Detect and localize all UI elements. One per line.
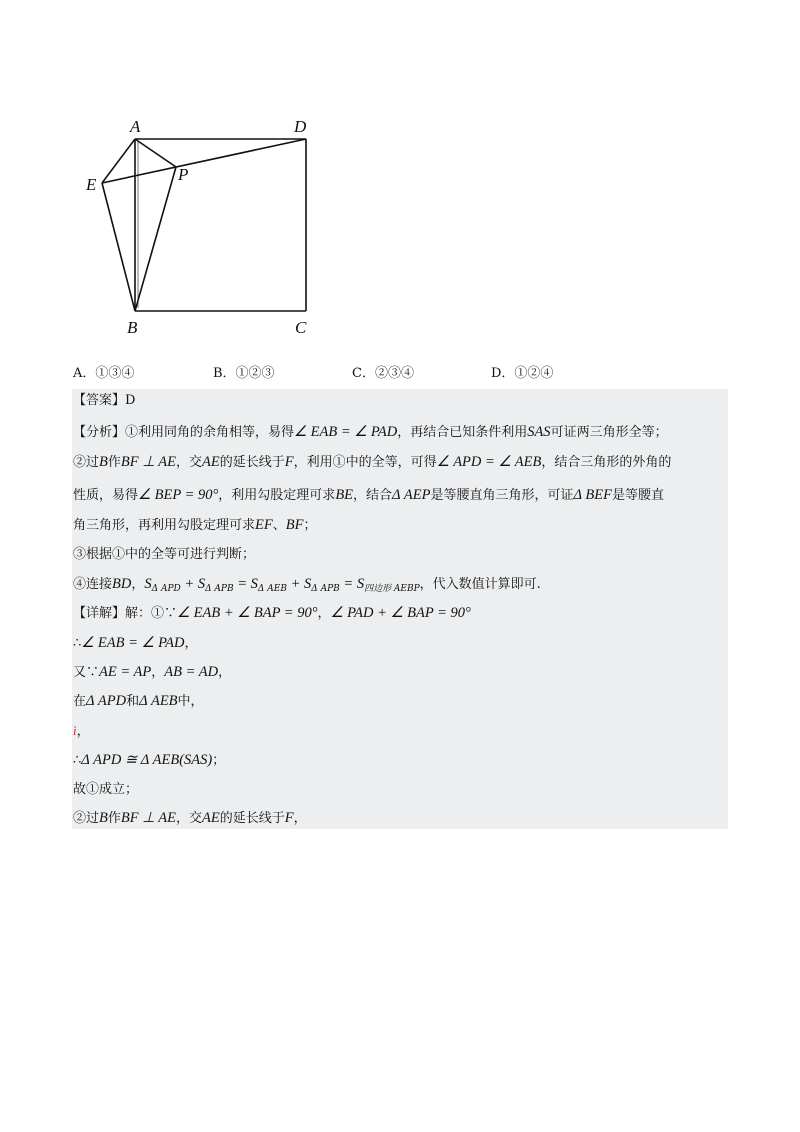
option-a[interactable]: A．①③④: [73, 366, 135, 381]
math: S: [144, 576, 152, 592]
detail-line-3: [73, 663, 231, 682]
text: 和: [126, 694, 140, 709]
detail-line-5: [73, 722, 90, 741]
text: 是等腰直角三角形，可证: [430, 488, 574, 503]
text: 中，: [177, 694, 204, 709]
analysis-line-4: [73, 516, 316, 535]
text: 作: [107, 455, 121, 470]
segment-PB: [135, 167, 176, 311]
math: Δ AEP: [392, 487, 431, 503]
math: BE: [335, 487, 354, 503]
math: F: [284, 454, 294, 470]
text: 的延长线于: [219, 811, 285, 826]
math: S: [356, 576, 365, 592]
text: 【分析】①利用同角的余角相等，易得: [73, 425, 295, 440]
text: ，: [151, 665, 165, 680]
math: AB = AD: [164, 664, 219, 680]
math: ∠ EAB = ∠ PAD: [81, 635, 185, 651]
text: ，利用勾股定理可求: [218, 488, 336, 503]
detail-line-6: [73, 751, 225, 770]
text: ，交: [175, 811, 202, 826]
label-E: E: [86, 175, 97, 194]
text: ，: [184, 636, 198, 651]
text: ；: [303, 518, 317, 533]
brace-glyph: ì: [73, 723, 77, 738]
text: 是等腰直: [611, 488, 664, 503]
option-b[interactable]: B．①②③: [213, 366, 275, 381]
math: F: [284, 810, 294, 826]
analysis-line-3: [73, 486, 664, 505]
text: 性质，易得: [73, 488, 139, 503]
math: Δ AEB: [139, 693, 178, 709]
math: Δ BEF: [573, 487, 612, 503]
detail-line-2: [73, 634, 197, 653]
text: ，: [218, 665, 232, 680]
label-B: B: [127, 318, 138, 337]
text: ∴: [73, 636, 82, 651]
label-C: C: [295, 318, 307, 337]
text: 可证两三角形全等；: [550, 425, 668, 440]
text: 又∵: [73, 665, 100, 680]
detail-line-4: [73, 692, 204, 711]
text: 【详解】解：①∵: [73, 606, 178, 621]
text: ，交: [175, 455, 202, 470]
label-P: P: [178, 165, 189, 184]
answer-value: D: [125, 393, 136, 408]
text: ，: [317, 606, 331, 621]
text: ；: [212, 753, 226, 768]
math: =: [339, 576, 357, 592]
text: ，利用①中的全等，可得: [293, 455, 437, 470]
analysis-line-1: [73, 423, 668, 442]
text: ，: [131, 577, 145, 592]
math: S: [303, 576, 312, 592]
math: Δ APD: [86, 693, 127, 709]
label-D: D: [294, 117, 307, 136]
detail-line-7: 故①成立；: [73, 782, 139, 797]
math: BD: [112, 576, 132, 592]
text: ，再结合已知条件利用: [397, 425, 528, 440]
math: BF: [285, 517, 304, 533]
segment-ED: [102, 139, 306, 183]
option-c[interactable]: C．②③④: [352, 366, 414, 381]
math: EF: [255, 517, 273, 533]
math: (SAS): [179, 752, 213, 768]
math: ∠ BEP = 90°: [138, 487, 219, 503]
math: ∠ EAB + ∠ BAP = 90°: [177, 605, 318, 621]
geometry-figure: [80, 110, 340, 350]
answer-options: [73, 362, 733, 384]
math: B: [99, 454, 108, 470]
option-d[interactable]: D．①②④: [491, 366, 554, 381]
detail-line-8: [73, 809, 307, 828]
subscript: 四边形 AEBP: [364, 584, 420, 594]
math: BF ⊥ AE: [120, 454, 176, 470]
text: ∴: [73, 753, 82, 768]
solution-block: [72, 389, 728, 829]
text: 在: [73, 694, 87, 709]
math: SAS: [527, 424, 551, 440]
square-diagram: [80, 110, 340, 350]
text: ，结合三角形的外角的: [541, 455, 672, 470]
subscript: Δ APD: [151, 584, 181, 594]
subscript: Δ APB: [205, 584, 234, 594]
math: +: [180, 576, 198, 592]
text: ④连接: [73, 577, 113, 592]
subscript: Δ AEB: [257, 584, 287, 594]
math: S: [197, 576, 206, 592]
analysis-line-6: [73, 575, 541, 598]
math: =: [233, 576, 251, 592]
math: ∠ APD = ∠ AEB: [436, 454, 542, 470]
detail-line-1: [73, 604, 471, 623]
segment-AP: [135, 139, 176, 167]
math: B: [99, 810, 108, 826]
math: ∠ EAB = ∠ PAD: [294, 424, 398, 440]
text: 、: [272, 518, 286, 533]
analysis-line-2: [73, 453, 671, 472]
text: ，结合: [353, 488, 393, 503]
answer-line: [73, 392, 135, 410]
math: AE: [201, 454, 220, 470]
text: ，: [293, 811, 307, 826]
math: BF ⊥ AE: [120, 810, 176, 826]
math: +: [286, 576, 304, 592]
segment-EB: [102, 183, 135, 311]
analysis-line-5: ③根据①中的全等可进行判断；: [73, 547, 256, 562]
text: ②过: [73, 455, 100, 470]
text: ，: [76, 724, 90, 739]
text: 角三角形，再利用勾股定理可求: [73, 518, 256, 533]
text: ②过: [73, 811, 100, 826]
text: ，代入数值计算即可.: [419, 577, 541, 592]
answer-label: 【答案】: [73, 393, 126, 408]
math: Δ APD ≅ Δ AEB: [81, 752, 180, 768]
text: 的延长线于: [219, 455, 285, 470]
math: AE = AP: [99, 664, 152, 680]
math: S: [250, 576, 258, 592]
subscript: Δ APB: [311, 584, 340, 594]
text: 作: [107, 811, 121, 826]
math: ∠ PAD + ∠ BAP = 90°: [330, 605, 471, 621]
math: AE: [201, 810, 220, 826]
label-A: A: [130, 117, 141, 136]
